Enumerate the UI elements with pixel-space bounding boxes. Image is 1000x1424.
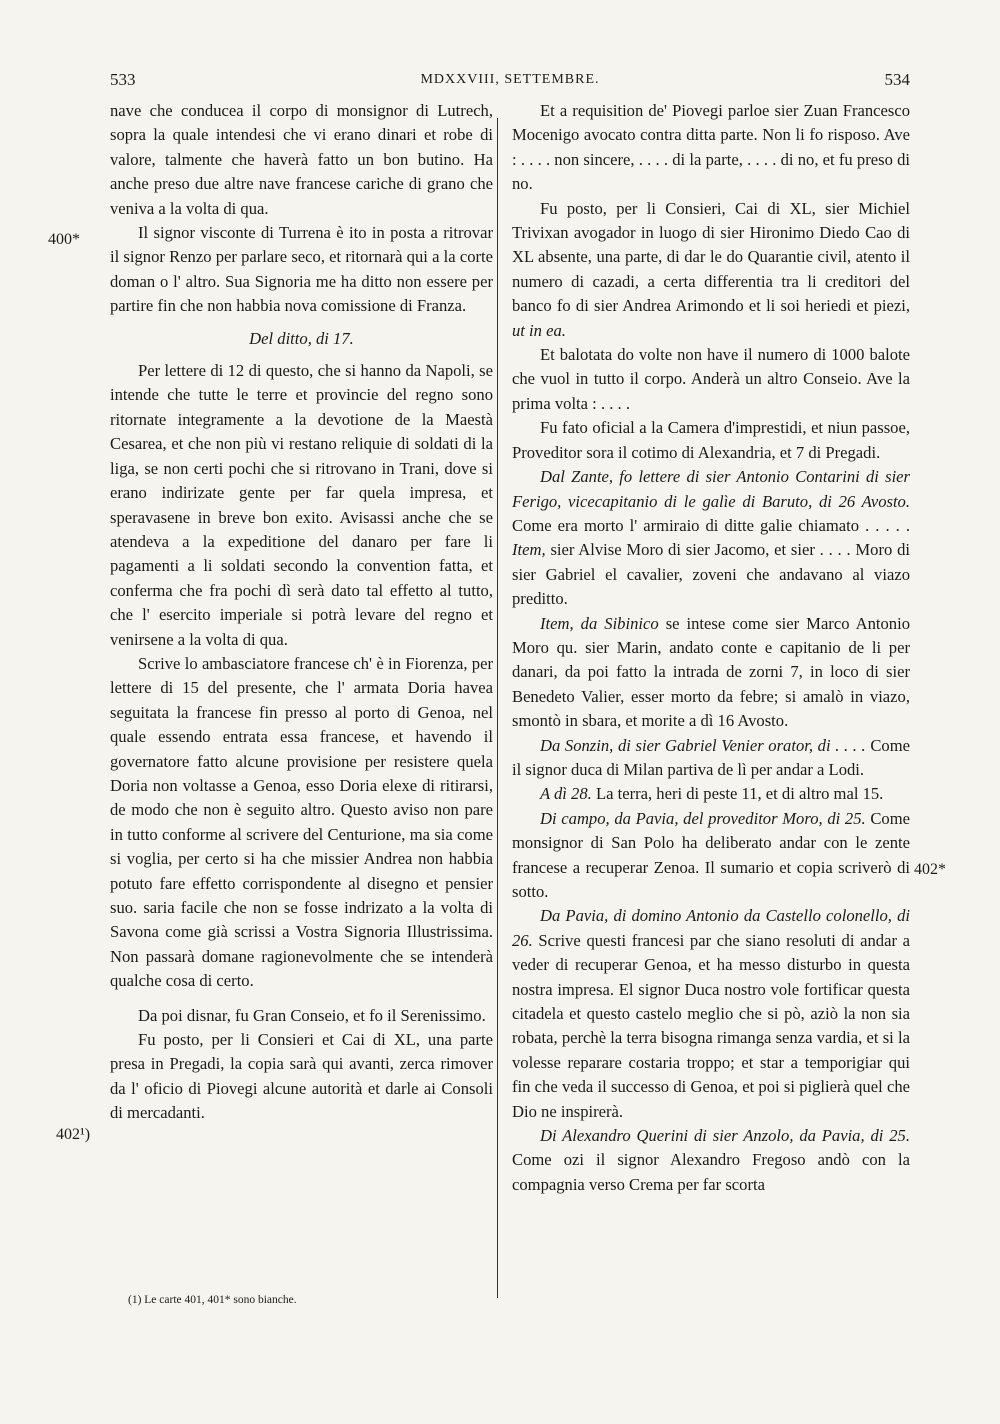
paragraph: Il signor visconte di Turrena è ito in posta a ritrovar il signor Renzo per parlare seco, et ritornarà qui a la corte doman o l' altro. Sua Signoria me ha ditto non essere per partire fin che non habbia nova comissione di Franza. xyxy=(110,223,493,316)
entry-heading: Item, da Sibinico xyxy=(540,613,659,633)
paragraph: nave che conducea il corpo di monsignor di Lutrech, sopra la quale intendesi che vi erano dinari et robe di valore, talmente che haverà fatto un bon butino. Ha anche preso due altre nave francese cariche di grano che veniva a la volta di qua. xyxy=(110,101,493,218)
entry-heading: Di campo, da Pavia, del proveditor Moro, di 25. xyxy=(540,808,866,828)
paragraph: Et balotata do volte non have il numero di 1000 balote che vuol in tutto il corpo. Anderà un altro Conseio. Ave la prima volta : . . . . xyxy=(512,345,910,413)
footnote: (1) Le carte 401, 401* sono bianche. xyxy=(128,1294,297,1306)
paragraph-text: se intese come sier Marco Antonio Moro qu. sier Marin, andato conte e capitanio de li per danari, da poi fatto la intrada de zorni 7, in loco di sier Benedeto Valier, esser morto da febre; si amalò in viazo, smontò in sbara, et morite a dì 16 Avosto. xyxy=(512,613,910,731)
running-title: MDXXVIII, SETTEMBRE. xyxy=(420,72,600,87)
paragraph xyxy=(512,904,910,1124)
right-column xyxy=(512,99,910,1197)
margin-note-402-left: 402¹) xyxy=(56,1126,91,1143)
paragraph xyxy=(512,1124,910,1197)
paragraph-text: Fu posto, per li Consieri, Cai di XL, sier Michiel Trivixan avogador in luogo di sier Hironimo Diedo Cao di XL absente, una parte, di dar le do Quarantie civil, atento il numero di cazadi, a certa differentia tra li creditori del banco fo di sier Andrea Arimondo et li soi heriedi et piezi, xyxy=(512,198,910,316)
paragraph: Fu posto, per li Consieri et Cai di XL, una parte presa in Pregadi, la copia sarà qui avanti, zerca rimover da l' oficio di Piovegi alcune autorità et darle ai Consoli di mercadanti. xyxy=(110,1030,493,1123)
paragraph-text: Come era morto l' armiraio di ditte galie chiamato . . . . . xyxy=(512,515,910,535)
page-number-right: 534 xyxy=(884,70,910,89)
entry-heading: A dì 28. xyxy=(540,784,592,804)
margin-note-400: 400* xyxy=(48,231,80,248)
paragraph: Da poi disnar, fu Gran Conseio, et fo il Serenissimo. xyxy=(138,1005,486,1025)
paragraph-text: La terra, heri di peste 11, et di altro mal 15. xyxy=(595,784,884,804)
paragraph-text: Come ozi il signor Alexandro Fregoso andò con la compagnia verso Crema per far scorta xyxy=(512,1150,910,1194)
column-divider xyxy=(497,118,498,1298)
paragraph: Per lettere di 12 di questo, che si hanno da Napoli, se intende che tutte le terre et provincie del regno sono ritornate integramente a la devotione de la Maestà Cesarea, et che non più vi restano reliquie di soldati di la liga, se non certi pochi che si ritrovano in Trani, dove si erano indirizate gente per far quela impresa, et speravasene in breve bon exito. Avisassi anche che se atendeva a la expeditione del danaro per fare li pagamenti a li soldati secondo la convention fatta, et conferma che fra pochi dì serà dato tal effetto al tutto, che l' esercito imperiale si potrà levare del regno et venirsene a la volta di qua. xyxy=(110,361,493,649)
paragraph xyxy=(512,734,910,783)
italic-phrase: Item, xyxy=(512,540,546,560)
entry-heading: Da Pavia, di domino Antonio da Castello colonello, di 26. xyxy=(512,906,910,950)
margin-note-402-right: 402* xyxy=(914,861,946,878)
page-header xyxy=(110,70,910,96)
paragraph xyxy=(512,465,910,611)
paragraph xyxy=(512,612,910,734)
entry-heading: Da Sonzin, di sier Gabriel Venier orator, di . . . . xyxy=(540,735,866,755)
paragraph-text: Come monsignor di San Polo ha deliberato andar con le zente francese a recuperar Zenoa. Il sumario et copia scriverò di sotto. xyxy=(512,808,910,901)
paragraph xyxy=(512,197,910,343)
paragraph xyxy=(512,807,910,905)
paragraph xyxy=(512,782,910,806)
page-number-left: 533 xyxy=(110,70,136,89)
paragraph-text: sier Alvise Moro di sier Jacomo, et sier . . . . Moro di sier Gabriel el cavalier, zoveni che andavano al viazo preditto. xyxy=(512,540,910,609)
entry-heading: Di Alexandro Querini di sier Anzolo, da Pavia, di 25. xyxy=(540,1126,910,1146)
paragraph-text: Scrive questi francesi par che siano resoluti di andar a veder di recuperar Genoa, et ha messo disturbo in questa nostra impresa. El signor Duca nostro vole fortificar questa citadela et questo castelo meglio che si pò, aziò la non sia robata, perchè la terra bisogna rimanga senza vardia, et si la volesse reparare costaria troppo; et star a temporigiar qui fin che veda il successo di Genoa, et poi si piglierà quel che Dio ne inspirerà. xyxy=(512,930,910,1121)
left-column xyxy=(110,99,493,1126)
paragraph: Et a requisition de' Piovegi parloe sier Zuan Francesco Mocenigo avocato contra ditta parte. Non li fo risposo. Ave : . . . . non sincere, . . . . di la parte, . . . . di no, et fu preso di no. xyxy=(512,101,910,194)
section-heading: Del ditto, di 17. xyxy=(249,328,354,348)
paragraph: Scrive lo ambasciatore francese ch' è in Fiorenza, per lettere di 15 del presente, che l' armata Doria havea seguitata la francese fin presso al porto di Genoa, nel quale essendo entrata essa francese, et havendo il governatore fatto alcune provisione per resistere quela Doria non voltasse a Genoa, esso Doria elexe di ritirarsi, de modo che non è seguito altro. Questo aviso non pare in tutto conforme al scrivere del Centurione, ma sia come si voglia, per certo si ha che missier Andrea non habbia potuto fare effetto corrispondente al disegno et pensier suo. saria facile che non se fosse indrizato a la volta di Savona come già scrissi a Vostra Signoria Illustrissima. Non passarà domane ragionevolmente che se intenderà qualche cosa di certo. xyxy=(110,653,493,991)
entry-heading: Dal Zante, fo lettere di sier Antonio Contarini di sier Ferigo, vicecapitanio di le galìe di Baruto, di 26 Avosto. xyxy=(512,467,910,511)
italic-phrase: ut in ea. xyxy=(512,320,566,340)
paragraph-text: Come il signor duca di Milan partiva de lì per andar a Lodi. xyxy=(512,735,910,779)
paragraph: Fu fato oficial a la Camera d'imprestidi, et niun passoe, Proveditor sora il cotimo di Alexandria, et 7 di Pregadi. xyxy=(512,418,910,462)
